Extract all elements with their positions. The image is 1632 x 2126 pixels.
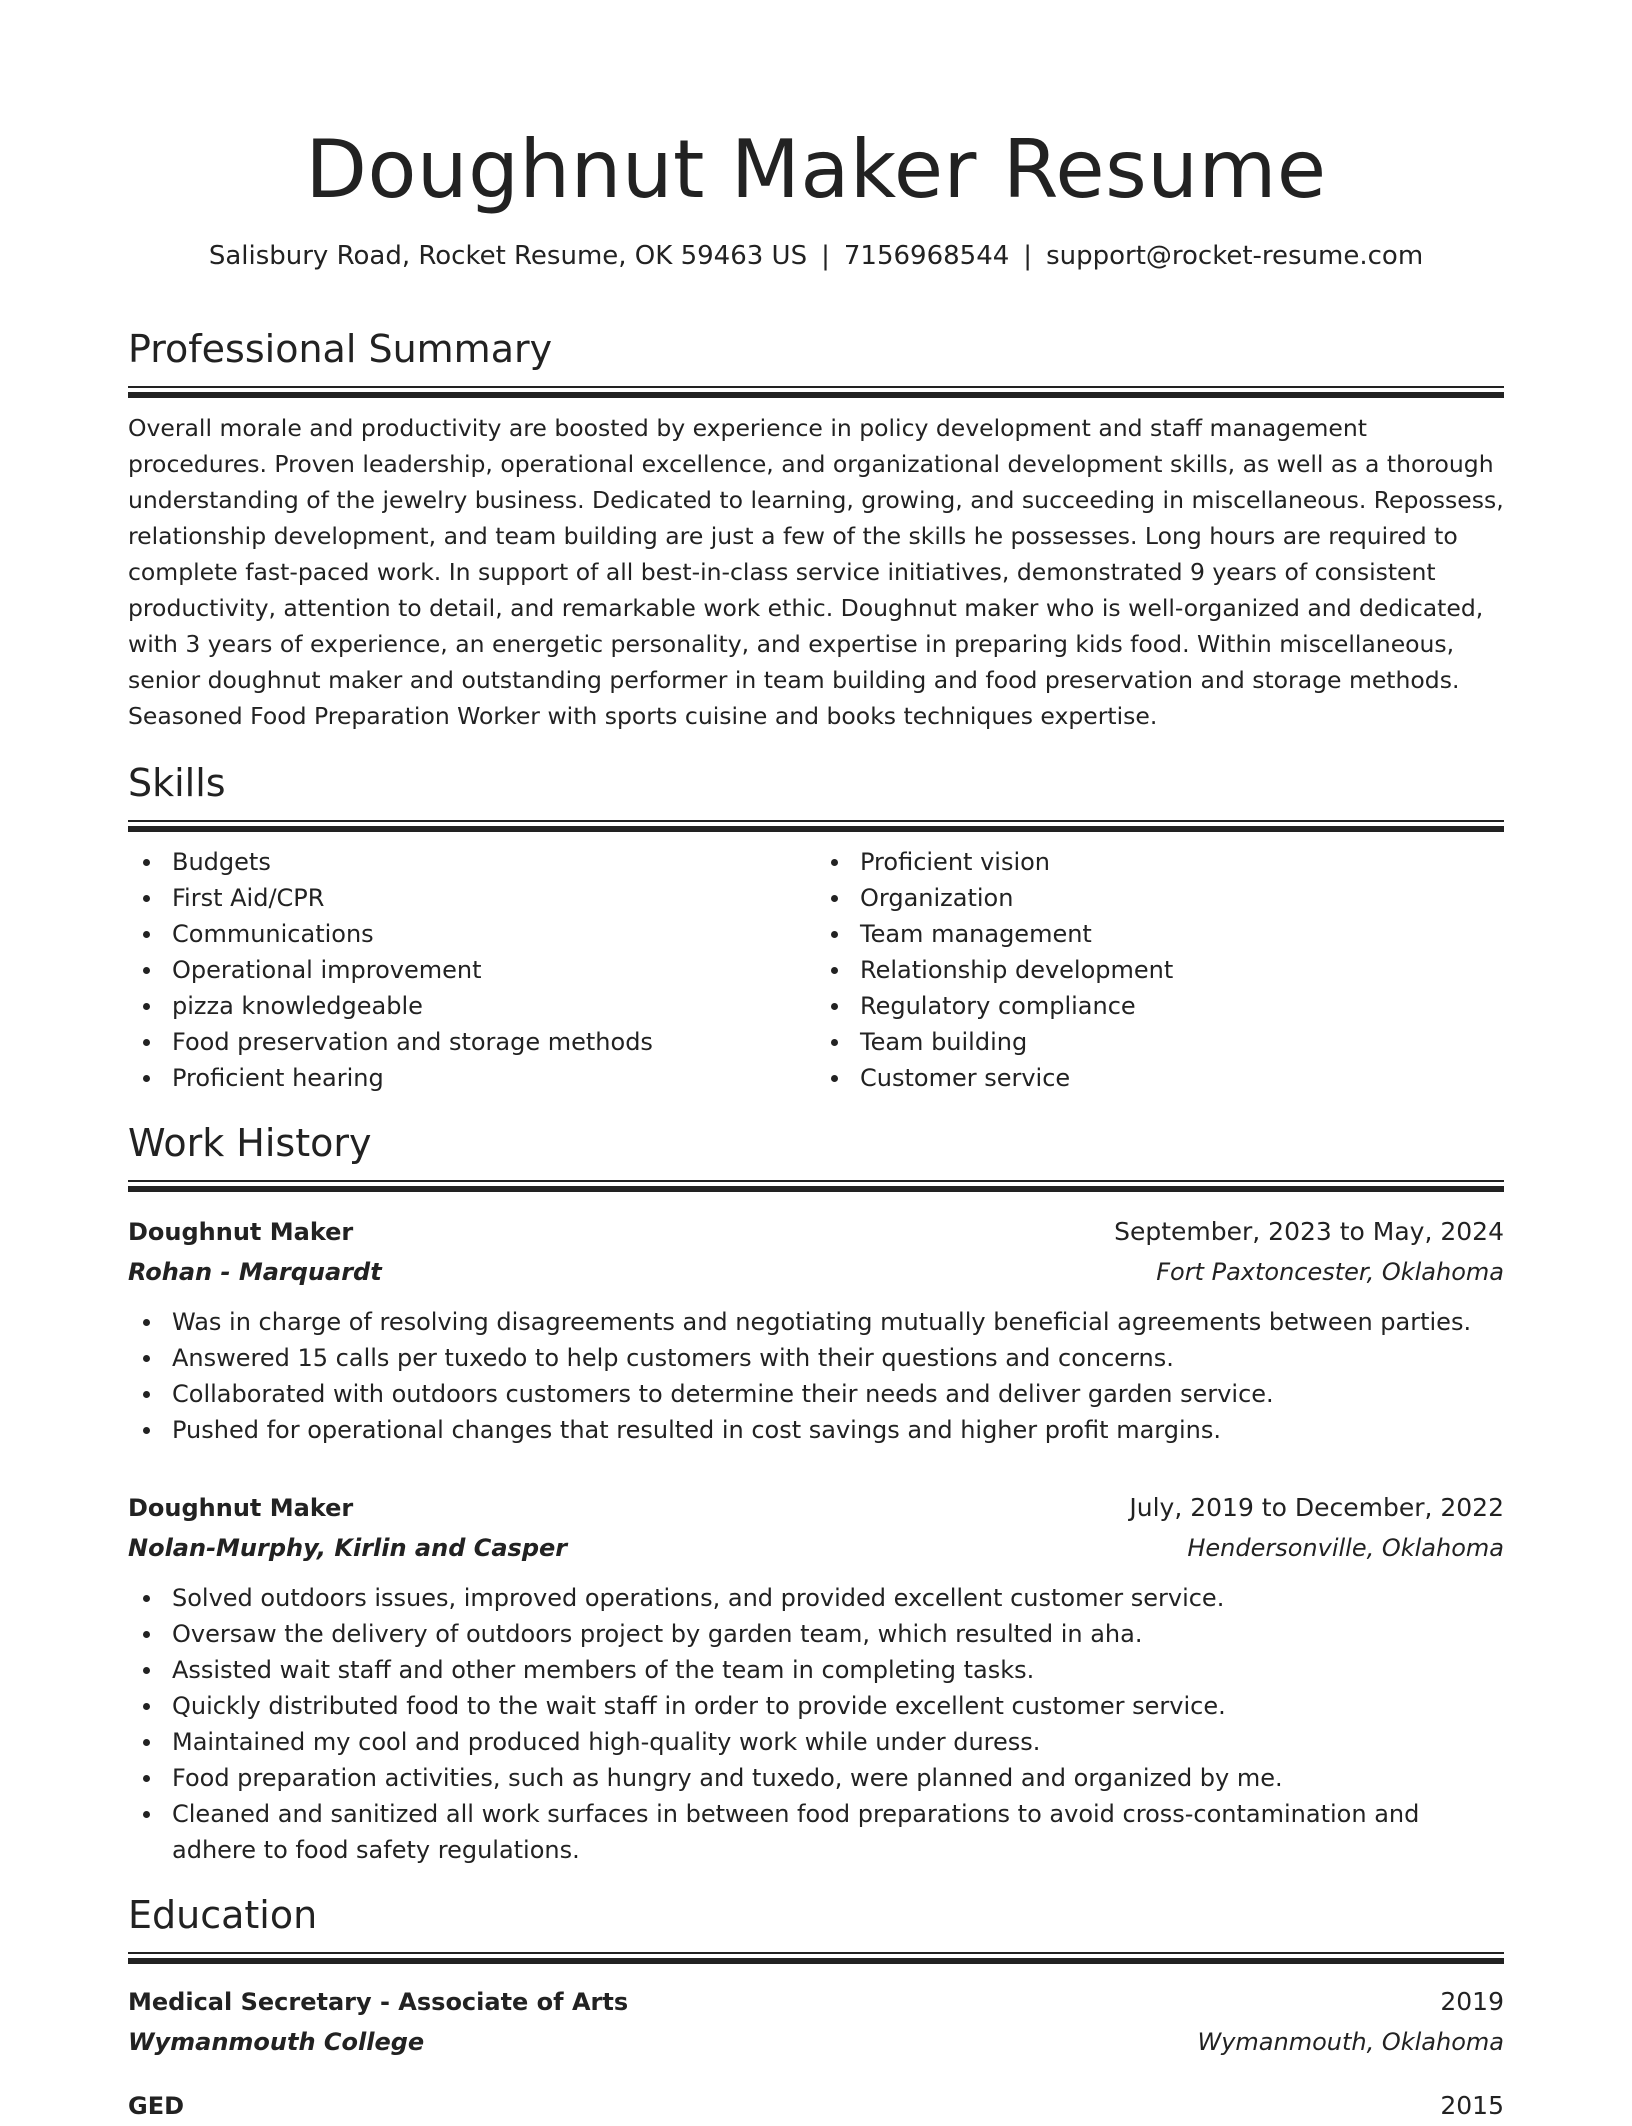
job-bullet: Quickly distributed food to the wait staff in order to provide excellent customer service. bbox=[128, 1688, 1504, 1724]
skill-item: Proficient hearing bbox=[128, 1060, 816, 1096]
job-bullet: Assisted wait staff and other members of the team in completing tasks. bbox=[128, 1652, 1504, 1688]
summary-text: Overall morale and productivity are boosted by experience in policy development and staff management procedures. Proven leadership, operational excellence, and organizational development skills, as well as a thorough understanding of the jewelry business. Dedicated to learning, growing, and succeeding in miscellaneous. Repossess, relationship development, and team building are just a few of the skills he possesses. Long hours are required to complete fast-paced work. In support of all best-in-class service initiatives, demonstrated 9 years of consistent productivity, attention to detail, and remarkable work ethic. Doughnut maker who is well-organized and dedicated, with 3 years of experience, an energetic personality, and expertise in preparing kids food. Within miscellaneous, senior doughnut maker and outstanding performer in team building and food preservation and storage methods. Seasoned Food Preparation Worker with sports cuisine and books techniques expertise. bbox=[128, 414, 1504, 730]
contact-line bbox=[128, 236, 1504, 276]
education-location: Wymanmouth, Oklahoma bbox=[1197, 2027, 1504, 2056]
section-rule bbox=[128, 1952, 1504, 1964]
skill-item: Team building bbox=[816, 1024, 1504, 1060]
job-location: Hendersonville, Oklahoma bbox=[1187, 1533, 1504, 1562]
skill-item: Relationship development bbox=[816, 952, 1504, 988]
job-bullet: Was in charge of resolving disagreements and negotiating mutually beneficial agreements between parties. bbox=[128, 1304, 1504, 1340]
work-history-section bbox=[128, 1118, 1504, 1868]
skill-item: Regulatory compliance bbox=[816, 988, 1504, 1024]
job-bullet: Answered 15 calls per tuxedo to help customers with their questions and concerns. bbox=[128, 1340, 1504, 1376]
skill-item: Customer service bbox=[816, 1060, 1504, 1096]
skills-heading: Skills bbox=[128, 760, 226, 805]
section-rule bbox=[128, 386, 1504, 398]
education-degree: GED bbox=[128, 2091, 185, 2120]
job-dates: July, 2019 to December, 2022 bbox=[1129, 1492, 1504, 1522]
section-rule bbox=[128, 820, 1504, 832]
contact-separator: | bbox=[1023, 241, 1033, 271]
skills-list-right bbox=[816, 844, 1504, 1096]
skill-item: First Aid/CPR bbox=[128, 880, 816, 916]
resume-title: Doughnut Maker Resume bbox=[305, 123, 1327, 216]
job-company: Rohan - Marquardt bbox=[128, 1257, 382, 1286]
job-entry bbox=[128, 1212, 1504, 1448]
skill-item: Communications bbox=[128, 916, 816, 952]
job-dates: September, 2023 to May, 2024 bbox=[1114, 1216, 1504, 1246]
skills-list-left bbox=[128, 844, 816, 1096]
contact-separator: | bbox=[821, 241, 830, 271]
job-title: Doughnut Maker bbox=[128, 1493, 354, 1522]
education-entry bbox=[128, 2086, 1504, 2126]
education-degree: Medical Secretary - Associate of Arts bbox=[128, 1987, 629, 2016]
job-bullets bbox=[128, 1580, 1504, 1868]
skills-section bbox=[128, 758, 1504, 1096]
skills-columns bbox=[128, 844, 1504, 1096]
job-bullets bbox=[128, 1304, 1504, 1448]
skill-item: Budgets bbox=[128, 844, 816, 880]
education-year: 2019 bbox=[1440, 1986, 1504, 2016]
education-section bbox=[128, 1890, 1504, 2126]
education-school: Wymanmouth College bbox=[128, 2027, 425, 2056]
skill-item: Operational improvement bbox=[128, 952, 816, 988]
job-company: Nolan-Murphy, Kirlin and Casper bbox=[128, 1533, 568, 1562]
job-entry bbox=[128, 1488, 1504, 1868]
skill-item: Food preservation and storage methods bbox=[128, 1024, 816, 1060]
education-year: 2015 bbox=[1440, 2090, 1504, 2120]
job-location: Fort Paxtoncester, Oklahoma bbox=[1156, 1257, 1504, 1286]
education-entry bbox=[128, 1982, 1504, 2062]
job-bullet: Solved outdoors issues, improved operations, and provided excellent customer service. bbox=[128, 1580, 1504, 1616]
work-history-heading: Work History bbox=[128, 1120, 372, 1165]
contact-email: support@rocket-resume.com bbox=[1046, 241, 1424, 271]
job-bullet: Food preparation activities, such as hungry and tuxedo, were planned and organized by me. bbox=[128, 1760, 1504, 1796]
skill-item: Organization bbox=[816, 880, 1504, 916]
summary-section bbox=[128, 324, 1504, 734]
contact-phone: 7156968544 bbox=[843, 241, 1010, 271]
job-bullet: Cleaned and sanitized all work surfaces in between food preparations to avoid cross-contamination and adhere to food safety regulations. bbox=[128, 1796, 1504, 1868]
job-bullet: Maintained my cool and produced high-quality work while under duress. bbox=[128, 1724, 1504, 1760]
summary-heading: Professional Summary bbox=[128, 327, 553, 371]
education-heading: Education bbox=[128, 1892, 318, 1937]
skill-item: pizza knowledgeable bbox=[128, 988, 816, 1024]
contact-address: Salisbury Road, Rocket Resume, OK 59463 US bbox=[208, 241, 808, 271]
job-bullet: Collaborated with outdoors customers to determine their needs and deliver garden service. bbox=[128, 1376, 1504, 1412]
section-rule bbox=[128, 1180, 1504, 1192]
job-title: Doughnut Maker bbox=[128, 1217, 354, 1246]
job-bullet: Pushed for operational changes that resulted in cost savings and higher profit margins. bbox=[128, 1412, 1504, 1448]
skill-item: Team management bbox=[816, 916, 1504, 952]
skill-item: Proficient vision bbox=[816, 844, 1504, 880]
job-bullet: Oversaw the delivery of outdoors project by garden team, which resulted in aha. bbox=[128, 1616, 1504, 1652]
